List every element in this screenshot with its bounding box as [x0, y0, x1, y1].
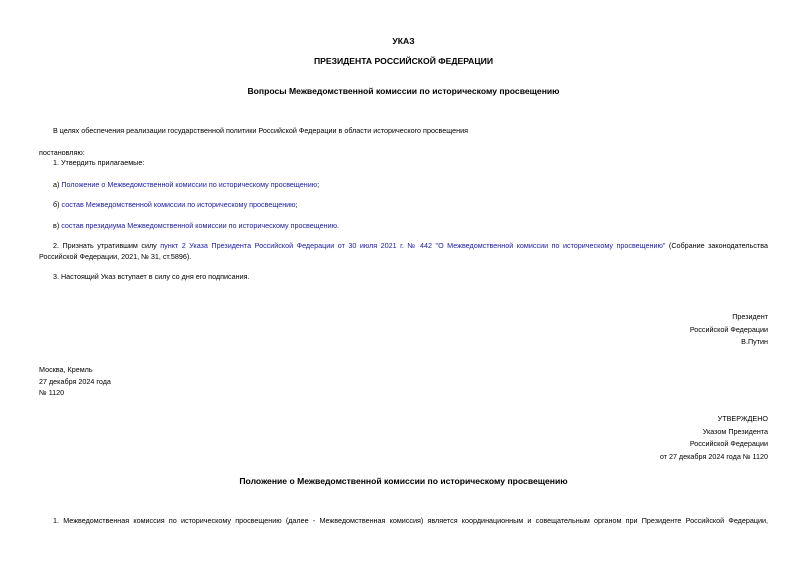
decree-number: № 1120	[39, 388, 65, 397]
item-1b-suffix: ;	[295, 200, 298, 209]
signature-title: Президент	[732, 312, 768, 321]
approval-line-3: Российской Федерации	[689, 439, 768, 448]
item-1a	[53, 180, 319, 189]
regulation-title: Положение о Межведомственной комиссии по историческому просвещению	[239, 476, 568, 486]
item-1a-suffix: ;	[317, 180, 320, 189]
approval-line-1: УТВЕРЖДЕНО	[717, 414, 768, 423]
sign-date: 27 декабря 2024 года	[39, 376, 111, 386]
regulation-paragraph-1: 1. Межведомственная комиссия по историческому просвещению (далее - Межведомственная комиссия) является координационным и совещательным органом при Президенте Российской Федерации,	[53, 516, 768, 525]
approval-line-2: Указом Президента	[702, 426, 768, 436]
place: Москва, Кремль	[39, 365, 93, 374]
item-1a-prefix: а)	[53, 180, 62, 189]
preamble-text: В целях обеспечения реализации государственной политики Российской Федерации в области исторического просвещения	[53, 126, 468, 135]
item-1: 1. Утвердить прилагаемые:	[53, 158, 145, 167]
item-1c	[53, 221, 339, 230]
item-1c-prefix: в)	[53, 221, 62, 230]
repealed-decree-link[interactable]: пункт 2 Указа Президента Российской Федерации от 30 июля 2021 г. № 442 "О Межведомственной комиссии по историческому просвещению"	[160, 241, 666, 250]
item-1b	[53, 200, 298, 209]
approval-line-4: от 27 декабря 2024 года № 1120	[659, 451, 768, 461]
item-2-suffix: (Собрание законодательства Российской Федерации, 2021, № 31, ст.5896).	[39, 241, 768, 261]
presidium-composition-link[interactable]: состав президиума Межведомственной комиссии по историческому просвещению	[61, 221, 337, 230]
item-1b-prefix: б)	[53, 200, 62, 209]
item-3: 3. Настоящий Указ вступает в силу со дня его подписания.	[53, 272, 250, 281]
regulation-link[interactable]: Положение о Межведомственной комиссии по историческому просвещению	[61, 180, 318, 189]
signature-block	[690, 311, 768, 349]
item-2-prefix: 2. Признать утратившим силу	[53, 241, 161, 250]
place-date-block	[39, 364, 111, 399]
decree-subject: Вопросы Межведомственной комиссии по историческому просвещению	[247, 86, 560, 96]
decree-heading: УКАЗ	[392, 36, 415, 46]
signature-country: Российской Федерации	[689, 324, 768, 334]
decree-issuer: ПРЕЗИДЕНТА РОССИЙСКОЙ ФЕДЕРАЦИИ	[313, 56, 494, 66]
signature-name: В.Путин	[741, 337, 768, 346]
approval-block	[660, 413, 768, 463]
item-2	[39, 240, 768, 262]
item-1c-suffix: .	[336, 221, 339, 230]
decree-word: постановляю:	[39, 148, 85, 157]
commission-composition-link[interactable]: состав Межведомственной комиссии по историческому просвещению	[61, 200, 296, 209]
